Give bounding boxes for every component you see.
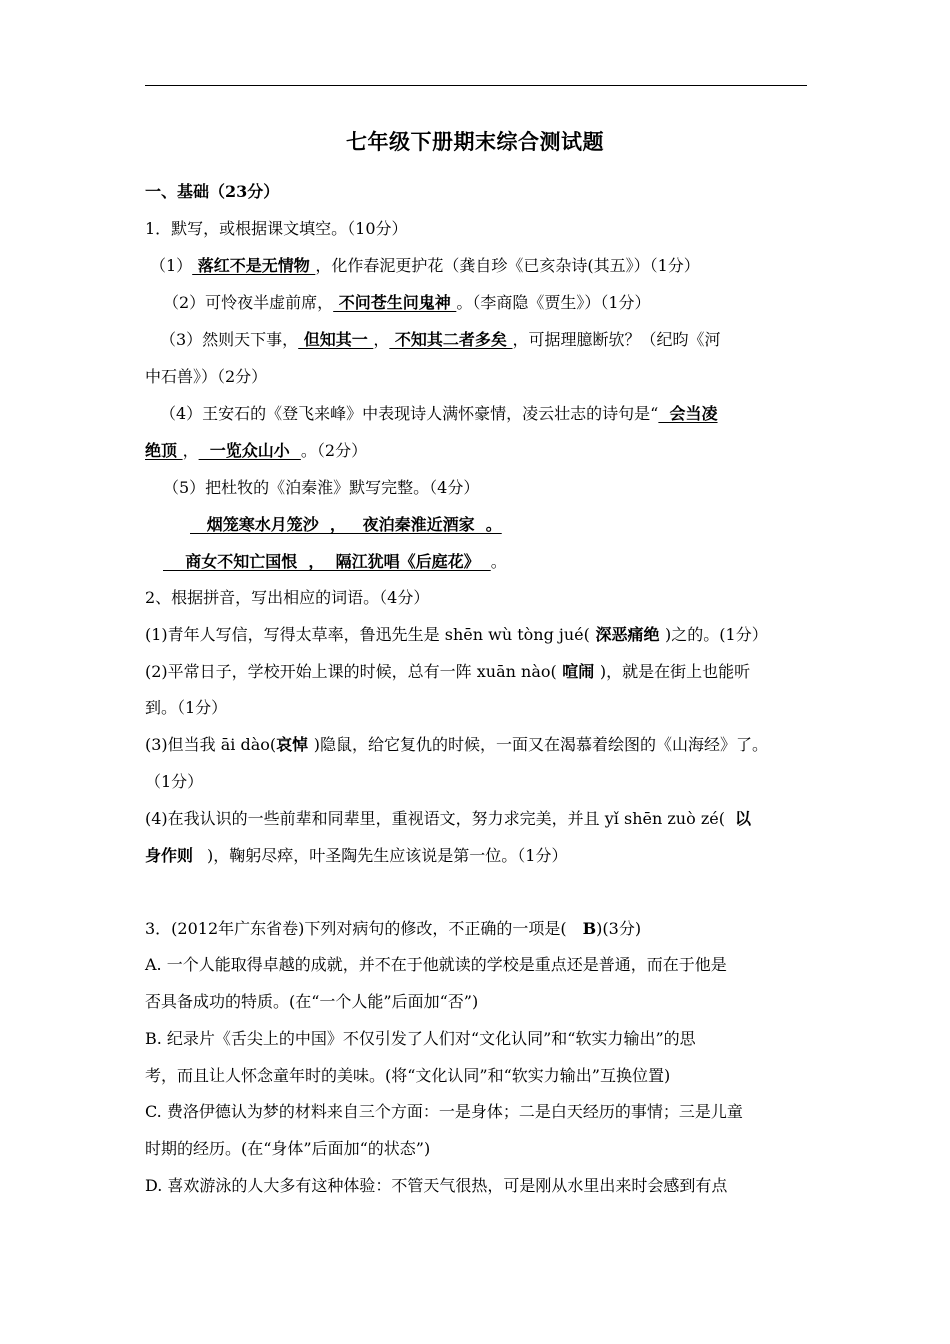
q3-option-a: A. 一个人能取得卓越的成就，并不在于他就读的学校是重点还是普通，而在于他是 (145, 955, 727, 974)
q2-part2: (2)平常日子，学校开始上课的时候，总有一阵 xuān nào( 喧闹 )，就是在街上也能听 (145, 662, 751, 681)
q2-part1: (1)青年人写信，写得太草率，鲁迅先生是 shēn wù tòng jué( 深恶痛绝 )之的。(1分） (145, 625, 768, 644)
q2-part4-answer-2: 身作则 (145, 846, 194, 865)
poem-line-1: 烟笼寒水月笼沙 ， 夜泊秦淮近酒家 。 (190, 515, 502, 534)
q2-part3-cont: （1分） (145, 772, 204, 791)
q1-part5-line2: 商女不知亡国恨 ， 隔江犹唱《后庭花》 。 (163, 552, 507, 571)
q1-part2-answer: 不问苍生问鬼神 (333, 293, 457, 312)
q1-part3-cont: 中石兽》）（2分） (145, 367, 268, 386)
q3-option-b-cont: 考，而且让人怀念童年时的美味。(将“文化认同”和“软实力输出”互换位置) (145, 1066, 671, 1085)
q2-part1-answer: 深恶痛绝 (589, 625, 666, 644)
q2-part3-answer: 哀悼 (276, 735, 314, 754)
q1-part4: （4）王安石的《登飞来峰》中表现诗人满怀豪情，凌云壮志的诗句是“ 会当凌 (160, 404, 718, 423)
q1-part1-answer: 落红不是无情物 (192, 256, 316, 275)
q3-option-d: D. 喜欢游泳的人大多有这种体验：不管天气很热，可是刚从水里出来时会感到有点 (145, 1176, 728, 1195)
q1-part3-answer-1: 但知其一 (298, 330, 374, 349)
q3-option-c: C. 费洛伊德认为梦的材料来自三个方面：一是身体；二是白天经历的事情；三是儿童 (145, 1102, 743, 1121)
q3-option-b: B. 纪录片《舌尖上的中国》不仅引发了人们对“文化认同”和“软实力输出”的思 (145, 1029, 696, 1048)
q3-option-c-cont: 时期的经历。(在“身体”后面加“的状态”) (145, 1139, 431, 1158)
q1-part5-line1 (190, 514, 502, 536)
page-title: 七年级下册期末综合测试题 (346, 129, 604, 154)
poem-line-2: 商女不知亡国恨 ， 隔江犹唱《后庭花》 (163, 552, 491, 571)
q1-part5: （5）把杜牧的《泊秦淮》默写完整。（4分） (163, 478, 480, 497)
q3-answer: B (582, 919, 597, 938)
q1-part3: （3）然则天下事， 但知其一 ， 不知其二者多矣 ，可据理臆断欤？（纪昀《河 (160, 330, 721, 349)
q2-stem: 2、根据拼音，写出相应的词语。（4分） (145, 588, 430, 607)
q3-option-a-cont: 否具备成功的特质。(在“一个人能”后面加“否”) (145, 992, 479, 1011)
section-heading: 一、基础（23分） (145, 182, 280, 201)
q2-part4-answer-1: 以 (734, 809, 751, 828)
q1-stem: 1．默写，或根据课文填空。（10分） (145, 219, 408, 238)
q1-part1: （1） 落红不是无情物 ，化作春泥更护花（龚自珍《已亥杂诗(其五》）（1分） (150, 256, 700, 275)
q1-part4-answer-2: 一览众山小 (198, 441, 301, 460)
header-rule (145, 85, 807, 86)
q1-part2: （2）可怜夜半虚前席， 不问苍生问鬼神 。（李商隐《贾生》）（1分） (163, 293, 651, 312)
q1-part4-answer-1: 会当凌 (658, 404, 718, 423)
q1-part3-answer-2: 不知其二者多矣 (389, 330, 513, 349)
q1-part4-answer-1b: 绝顶 (145, 441, 183, 460)
q2-part2-cont: 到。（1分） (145, 698, 228, 717)
q2-part4: (4)在我认识的一些前辈和同辈里，重视语文，努力求完美，并且 yǐ shēn zuò zé( 以 (145, 809, 751, 828)
q3-stem: 3．(2012年广东省卷)下列对病句的修改，不正确的一项是( B)(3分) (145, 919, 642, 938)
q2-part4-cont: 身作则 )，鞠躬尽瘁，叶圣陶先生应该说是第一位。（1分） (145, 846, 568, 865)
q1-part4-cont: 绝顶 ， 一览众山小 。（2分） (145, 441, 368, 460)
q2-part3: (3)但当我 āi dào(哀悼 )隐鼠，给它复仇的时候，一面又在渴慕着绘图的《山海经》了。 (145, 735, 768, 754)
q2-part2-answer: 喧闹 (556, 662, 600, 681)
